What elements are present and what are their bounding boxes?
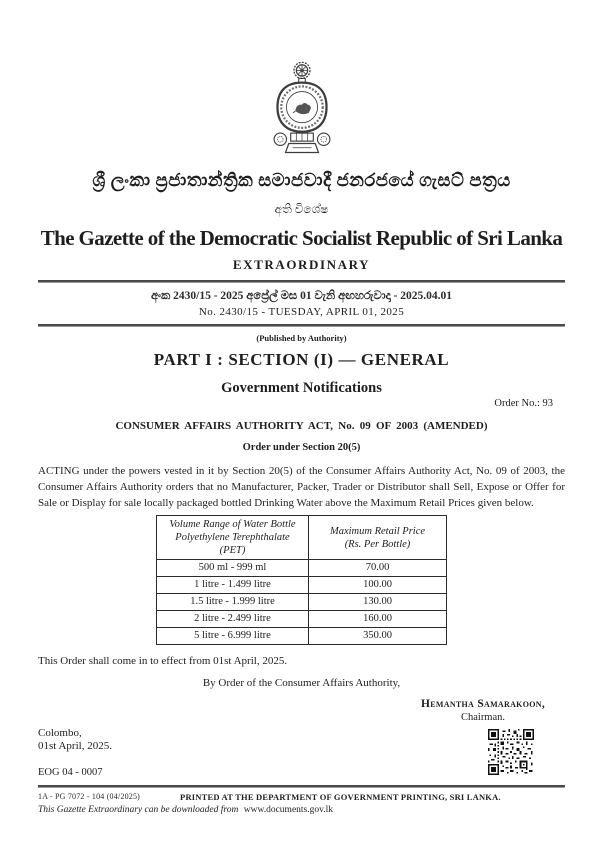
volume-column-header bbox=[157, 516, 309, 560]
order-number: Order No.: 93 bbox=[494, 398, 553, 409]
volume-cell: 2 litre - 2.499 litre bbox=[157, 611, 309, 628]
price-cell: 130.00 bbox=[309, 594, 447, 611]
price-cell: 100.00 bbox=[309, 577, 447, 594]
signature-row bbox=[38, 698, 565, 725]
header-line: Polyethylene Terephthalate (PET) bbox=[175, 532, 290, 556]
header-line: (Rs. Per Bottle) bbox=[344, 538, 411, 550]
double-rule-bottom bbox=[38, 324, 565, 327]
footer-print-line bbox=[38, 792, 565, 802]
table-row bbox=[157, 611, 447, 628]
issue-line-english: No. 2430/15 - TUESDAY, APRIL 01, 2025 bbox=[198, 306, 405, 318]
signatory-name: Hemantha Samarakoon, bbox=[421, 698, 545, 710]
by-order-line: By Order of the Consumer Affairs Authority, bbox=[202, 677, 401, 689]
qr-code-icon bbox=[488, 729, 534, 775]
header-line: Maximum Retail Price bbox=[329, 525, 426, 537]
table-row bbox=[157, 594, 447, 611]
signatory-title: Chairman. bbox=[460, 712, 506, 723]
table-row bbox=[157, 628, 447, 645]
download-url: www.documents.gov.lk bbox=[243, 805, 334, 815]
volume-cell: 1.5 litre - 1.999 litre bbox=[157, 594, 309, 611]
volume-cell: 1 litre - 1.499 litre bbox=[157, 577, 309, 594]
effective-date-line: This Order shall come in to effect from 01st April, 2025. bbox=[38, 655, 288, 667]
footer-double-rule bbox=[38, 785, 565, 788]
date-line: 01st April, 2025. bbox=[38, 740, 112, 752]
header-line: Volume Range of Water Bottle bbox=[169, 519, 296, 530]
price-cell: 70.00 bbox=[309, 560, 447, 577]
issue-line-sinhala: අංක 2430/15 - 2025 අප්‍රේල් මස 01 වැනි අඟහරුවාදා - 2025.04.01 bbox=[150, 290, 453, 302]
part-heading: PART I : SECTION (I) — GENERAL bbox=[153, 350, 450, 369]
download-note: This Gazette Extraordinary can be downloaded from bbox=[38, 805, 239, 815]
masthead-sinhala-title: ශ්‍රී ලංකා ප්‍රජාතාන්ත්‍රික සමාජවාදී ජනරජයේ ගැසට් පත්‍රය bbox=[92, 170, 511, 190]
issue-number-box bbox=[38, 283, 565, 324]
place-date-block bbox=[38, 727, 112, 778]
table-row bbox=[157, 577, 447, 594]
masthead-english-title: The Gazette of the Democratic Socialist Republic of Sri Lanka bbox=[40, 226, 563, 250]
act-title: CONSUMER AFFAIRS AUTHORITY ACT, No. 09 OF 2003 (AMENDED) bbox=[115, 420, 488, 432]
place-date-and-qr-row bbox=[38, 727, 565, 778]
print-code: 1A - PG 7072 - 104 (04/2025) bbox=[38, 792, 141, 801]
footer-download-line bbox=[38, 805, 565, 816]
volume-cell: 500 ml - 999 ml bbox=[157, 560, 309, 577]
table-row bbox=[157, 560, 447, 577]
published-by-authority: (Published by Authority) bbox=[256, 333, 347, 343]
volume-cell: 5 litre - 6.999 litre bbox=[157, 628, 309, 645]
price-cell: 350.00 bbox=[309, 628, 447, 645]
order-under-section: Order under Section 20(5) bbox=[242, 442, 361, 453]
price-table bbox=[156, 515, 447, 645]
national-emblem-icon bbox=[38, 60, 565, 160]
masthead-sinhala-subtitle: අති විශේෂ bbox=[274, 202, 329, 216]
price-column-header bbox=[309, 516, 447, 560]
price-cell: 160.00 bbox=[309, 611, 447, 628]
price-table-header-row bbox=[157, 516, 447, 560]
printed-at-note: PRINTED AT THE DEPARTMENT OF GOVERNMENT PRINTING, SRI LANKA. bbox=[180, 792, 501, 802]
edition-label: EXTRAORDINARY bbox=[232, 257, 371, 272]
order-body-paragraph: ACTING under the powers vested in it by Section 20(5) of the Consumer Affairs Authority Act, No. 09 of 2003, the Consumer Affairs Authority orders that no Manufacturer, Packer, Trader or Distributor shall Sell, Expose or Offer for Sale or Display for sale locally packaged bottled Drinking Water above the Maximum Retail Prices given below. bbox=[38, 465, 565, 509]
reference-code: EOG 04 - 0007 bbox=[38, 767, 103, 778]
signature-block bbox=[421, 698, 545, 724]
government-notifications-heading: Government Notifications bbox=[221, 380, 382, 396]
place-line: Colombo, bbox=[38, 727, 82, 739]
